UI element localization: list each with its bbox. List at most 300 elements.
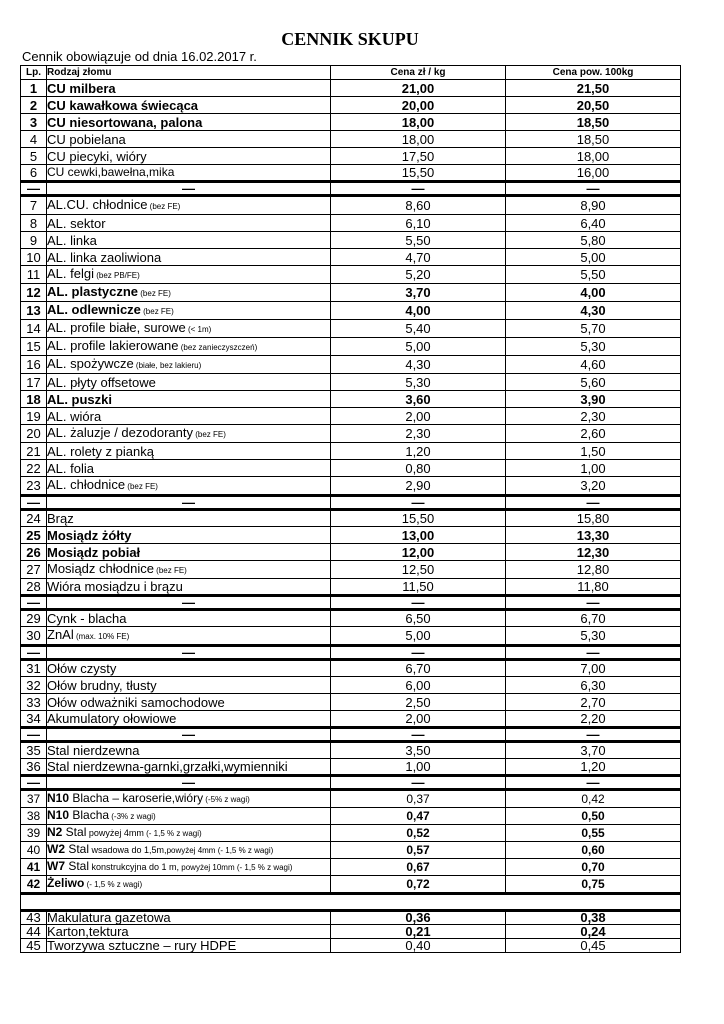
material-name [47, 302, 331, 320]
divider-dash: — [331, 646, 506, 660]
price-per-kg: 5,00 [331, 338, 506, 356]
material-label: AL. żaluzje / dezodoranty [47, 425, 193, 440]
material-label: W2 [47, 842, 65, 856]
price-row [21, 790, 681, 808]
divider-dash: — [21, 776, 47, 790]
divider-dash: — [506, 776, 681, 790]
row-number: 37 [21, 790, 47, 808]
divider-dash: — [21, 646, 47, 660]
price-row [21, 232, 681, 249]
material-label: AL. linka zaoliwiona [47, 249, 162, 265]
divider-blank [21, 894, 681, 911]
material-remark: (białe, bez lakieru) [133, 361, 202, 370]
material-remark: powyżej 4mm [86, 828, 144, 838]
material-label: AL. folia [47, 460, 94, 476]
price-over-100kg: 4,60 [506, 356, 681, 374]
price-row [21, 911, 681, 925]
material-name [47, 408, 331, 425]
row-number: 11 [21, 266, 47, 284]
divider-dash: — [506, 596, 681, 610]
price-row [21, 215, 681, 232]
material-name [47, 677, 331, 694]
material-label: AL. chłodnice [47, 477, 126, 492]
row-number: 28 [21, 579, 47, 596]
material-name [47, 131, 331, 148]
price-per-kg: 0,80 [331, 460, 506, 477]
price-per-kg: 1,00 [331, 759, 506, 776]
material-remark: (bez FE) [192, 430, 226, 439]
material-remark: (-3% z wagi) [109, 812, 156, 821]
material-label: Wióra mosiądzu i brązu [47, 579, 183, 594]
row-number: 15 [21, 338, 47, 356]
divider-dash: — [331, 596, 506, 610]
price-over-100kg: 5,80 [506, 232, 681, 249]
material-name [47, 561, 331, 579]
material-name [47, 544, 331, 561]
divider-dash: — [47, 776, 331, 790]
page-title: CENNIK SKUPU [281, 29, 419, 49]
price-per-kg: 0,36 [331, 911, 506, 925]
row-number: 43 [21, 911, 47, 925]
price-over-100kg: 0,50 [506, 808, 681, 825]
divider-row [21, 894, 681, 911]
price-row [21, 742, 681, 759]
divider-dash: — [47, 496, 331, 510]
material-label: AL. spożywcze [47, 356, 134, 371]
price-over-100kg: 2,30 [506, 408, 681, 425]
price-over-100kg: 11,80 [506, 579, 681, 596]
material-name [47, 114, 331, 131]
price-over-100kg: 1,00 [506, 460, 681, 477]
price-over-100kg: 8,90 [506, 196, 681, 215]
row-number: 14 [21, 320, 47, 338]
divider-dash: — [331, 182, 506, 196]
row-number: 26 [21, 544, 47, 561]
material-label: Makulatura gazetowa [47, 910, 171, 925]
material-label: Tworzywa sztuczne – rury HDPE [47, 937, 237, 953]
divider-row [21, 596, 681, 610]
material-label: Żeliwo [47, 876, 85, 890]
price-per-kg: 6,70 [331, 660, 506, 677]
price-row [21, 97, 681, 114]
price-per-kg: 0,21 [331, 925, 506, 939]
row-number: 12 [21, 284, 47, 302]
price-per-kg: 4,00 [331, 302, 506, 320]
price-row [21, 544, 681, 561]
header-row [21, 66, 681, 80]
price-row [21, 527, 681, 544]
price-over-100kg: 6,40 [506, 215, 681, 232]
material-name [47, 939, 331, 953]
material-remark: (bez FE) [147, 202, 181, 211]
material-name [47, 196, 331, 215]
row-number: 25 [21, 527, 47, 544]
material-label: AL. plastyczne [47, 284, 139, 299]
material-label: Blacha [69, 808, 110, 822]
validity-date: Cennik obowiązuje od dnia 16.02.2017 r. [22, 49, 257, 64]
price-row [21, 374, 681, 391]
material-name [47, 627, 331, 646]
price-row [21, 925, 681, 939]
material-remark: (< 1m) [185, 325, 212, 334]
price-per-kg: 5,30 [331, 374, 506, 391]
material-label: Akumulatory ołowiowe [47, 711, 177, 726]
price-over-100kg: 5,60 [506, 374, 681, 391]
material-name [47, 911, 331, 925]
material-name [47, 842, 331, 859]
material-name [47, 425, 331, 443]
material-label: Ołów odważniki samochodowe [47, 694, 225, 710]
price-per-kg: 0,67 [331, 859, 506, 876]
divider-dash: — [47, 728, 331, 742]
divider-dash: — [21, 728, 47, 742]
price-over-100kg: 5,00 [506, 249, 681, 266]
row-number: 45 [21, 939, 47, 953]
material-name [47, 443, 331, 460]
price-per-kg: 12,50 [331, 561, 506, 579]
divider-dash: — [331, 776, 506, 790]
material-name [47, 97, 331, 114]
material-label: ZnAl [47, 627, 74, 642]
material-label: Stal [65, 859, 90, 873]
material-label: Brąz [47, 511, 74, 526]
material-name [47, 460, 331, 477]
price-row [21, 302, 681, 320]
row-number: 42 [21, 876, 47, 894]
price-row [21, 627, 681, 646]
row-number: 20 [21, 425, 47, 443]
price-per-kg: 2,90 [331, 477, 506, 496]
price-per-kg: 2,50 [331, 694, 506, 711]
price-over-100kg: 4,00 [506, 284, 681, 302]
material-name [47, 338, 331, 356]
price-per-kg: 0,52 [331, 825, 506, 842]
material-name [47, 742, 331, 759]
material-label: Cynk - blacha [47, 611, 127, 626]
price-per-kg: 21,00 [331, 80, 506, 97]
row-number: 22 [21, 460, 47, 477]
price-per-kg: 6,10 [331, 215, 506, 232]
price-over-100kg: 6,70 [506, 610, 681, 627]
price-row [21, 876, 681, 894]
material-name [47, 374, 331, 391]
price-per-kg: 3,70 [331, 284, 506, 302]
row-number: 18 [21, 391, 47, 408]
price-over-100kg: 3,90 [506, 391, 681, 408]
material-remark: (bez FE) [153, 566, 187, 575]
price-row [21, 939, 681, 953]
price-row [21, 131, 681, 148]
row-number: 2 [21, 97, 47, 114]
price-per-kg: 5,40 [331, 320, 506, 338]
price-over-100kg: 15,80 [506, 510, 681, 527]
material-label: CU niesortowana, palona [47, 114, 203, 130]
price-table [20, 65, 681, 953]
price-row [21, 196, 681, 215]
material-name [47, 266, 331, 284]
row-number: 4 [21, 131, 47, 148]
row-number: 1 [21, 80, 47, 97]
material-name [47, 790, 331, 808]
row-number: 7 [21, 196, 47, 215]
material-label: Blacha – karoserie,wióry [69, 791, 204, 805]
material-label: CU cewki,bawełna,mika [47, 165, 175, 179]
price-over-100kg: 18,50 [506, 114, 681, 131]
price-row [21, 284, 681, 302]
row-number: 41 [21, 859, 47, 876]
material-label: AL. odlewnicze [47, 302, 141, 317]
price-over-100kg: 4,30 [506, 302, 681, 320]
material-remark: (max. 10% FE) [73, 632, 130, 641]
divider-dash: — [506, 646, 681, 660]
row-number: 16 [21, 356, 47, 374]
divider-dash: — [21, 496, 47, 510]
material-label: AL. płyty offsetowe [47, 374, 156, 390]
price-row [21, 165, 681, 182]
material-name [47, 510, 331, 527]
price-per-kg: 18,00 [331, 114, 506, 131]
material-remark: wsadowa do 1,5m, [89, 845, 167, 855]
price-per-kg: 2,00 [331, 408, 506, 425]
price-over-100kg: 2,20 [506, 711, 681, 728]
price-per-kg: 4,70 [331, 249, 506, 266]
price-over-100kg: 0,70 [506, 859, 681, 876]
material-remark: powyżej 4mm (- 1,5 % z wagi) [166, 846, 274, 855]
price-over-100kg: 7,00 [506, 660, 681, 677]
row-number: 30 [21, 627, 47, 646]
material-label: N10 [47, 808, 70, 822]
material-remark: (- 1,5 % z wagi) [84, 880, 143, 889]
price-row [21, 561, 681, 579]
material-label: Stal [65, 842, 90, 856]
price-over-100kg: 2,70 [506, 694, 681, 711]
material-label: CU pobielana [47, 131, 126, 147]
price-row [21, 266, 681, 284]
column-header-lp: Lp. [21, 66, 47, 80]
price-over-100kg: 12,80 [506, 561, 681, 579]
column-header-price-per-kg: Cena zł / kg [331, 66, 506, 80]
column-header-price-over-100kg: Cena pow. 100kg [506, 66, 681, 80]
price-over-100kg: 18,50 [506, 131, 681, 148]
material-label: Stal [62, 825, 87, 839]
price-row [21, 660, 681, 677]
material-name [47, 660, 331, 677]
material-remark: (bez FE) [138, 289, 171, 298]
price-row [21, 114, 681, 131]
row-number: 34 [21, 711, 47, 728]
divider-row [21, 182, 681, 196]
price-row [21, 408, 681, 425]
row-number: 36 [21, 759, 47, 776]
material-label: Karton,tektura [47, 923, 129, 939]
material-label: W7 [47, 859, 65, 873]
price-per-kg: 0,37 [331, 790, 506, 808]
price-over-100kg: 3,70 [506, 742, 681, 759]
divider-row [21, 728, 681, 742]
price-table-header [21, 66, 681, 80]
material-label: Mosiądz chłodnice [47, 561, 154, 576]
material-name [47, 694, 331, 711]
row-number: 32 [21, 677, 47, 694]
divider-dash: — [331, 728, 506, 742]
row-number: 35 [21, 742, 47, 759]
material-name [47, 579, 331, 596]
price-over-100kg: 5,50 [506, 266, 681, 284]
material-label: AL. rolety z pianką [47, 443, 154, 459]
row-number: 6 [21, 165, 47, 182]
price-per-kg: 0,40 [331, 939, 506, 953]
material-label: N10 [47, 791, 70, 805]
material-label: AL. profile lakierowane [47, 338, 179, 353]
material-label: AL. sektor [47, 215, 106, 231]
row-number: 33 [21, 694, 47, 711]
price-over-100kg: 3,20 [506, 477, 681, 496]
price-row [21, 677, 681, 694]
material-name [47, 80, 331, 97]
price-over-100kg: 13,30 [506, 527, 681, 544]
material-name [47, 249, 331, 266]
price-over-100kg: 0,24 [506, 925, 681, 939]
price-per-kg: 15,50 [331, 165, 506, 182]
divider-dash: — [47, 182, 331, 196]
material-name [47, 165, 331, 182]
row-number: 38 [21, 808, 47, 825]
price-per-kg: 5,20 [331, 266, 506, 284]
price-per-kg: 13,00 [331, 527, 506, 544]
price-over-100kg: 12,30 [506, 544, 681, 561]
price-row [21, 711, 681, 728]
divider-dash: — [47, 646, 331, 660]
price-over-100kg: 20,50 [506, 97, 681, 114]
price-over-100kg: 0,55 [506, 825, 681, 842]
price-over-100kg: 0,45 [506, 939, 681, 953]
material-label: AL. linka [47, 232, 97, 248]
material-label: N2 [47, 825, 63, 839]
material-label: Stal nierdzewna [47, 743, 140, 758]
row-number: 39 [21, 825, 47, 842]
price-over-100kg: 21,50 [506, 80, 681, 97]
divider-row [21, 646, 681, 660]
material-name [47, 925, 331, 939]
price-per-kg: 2,00 [331, 711, 506, 728]
price-per-kg: 5,00 [331, 627, 506, 646]
material-name [47, 711, 331, 728]
row-number: 9 [21, 232, 47, 249]
material-name [47, 320, 331, 338]
material-remark: (bez FE) [125, 482, 158, 491]
material-label: AL. puszki [47, 391, 113, 407]
material-label: Ołów brudny, tłusty [47, 677, 157, 693]
material-name [47, 284, 331, 302]
material-remark: (bez FE) [140, 307, 174, 316]
material-label: AL.CU. chłodnice [47, 197, 148, 212]
price-over-100kg: 0,38 [506, 911, 681, 925]
price-row [21, 391, 681, 408]
price-row [21, 825, 681, 842]
price-row [21, 338, 681, 356]
price-per-kg: 3,60 [331, 391, 506, 408]
row-number: 10 [21, 249, 47, 266]
row-number: 13 [21, 302, 47, 320]
row-number: 27 [21, 561, 47, 579]
row-number: 19 [21, 408, 47, 425]
row-number: 3 [21, 114, 47, 131]
price-per-kg: 0,47 [331, 808, 506, 825]
material-remark: powyżej 10mm (- 1,5 % z wagi) [179, 863, 293, 872]
price-row [21, 859, 681, 876]
material-label: Mosiądz pobiał [47, 544, 141, 560]
material-name [47, 808, 331, 825]
price-per-kg: 8,60 [331, 196, 506, 215]
material-name [47, 759, 331, 776]
price-per-kg: 15,50 [331, 510, 506, 527]
material-label: Mosiądz żółty [47, 527, 132, 543]
price-per-kg: 3,50 [331, 742, 506, 759]
row-number: 17 [21, 374, 47, 391]
price-per-kg: 18,00 [331, 131, 506, 148]
price-row [21, 694, 681, 711]
material-label: CU milbera [47, 80, 116, 96]
price-over-100kg: 16,00 [506, 165, 681, 182]
divider-dash: — [506, 728, 681, 742]
row-number: 40 [21, 842, 47, 859]
price-row [21, 510, 681, 527]
price-over-100kg: 18,00 [506, 148, 681, 165]
price-row [21, 148, 681, 165]
row-number: 44 [21, 925, 47, 939]
price-over-100kg: 6,30 [506, 677, 681, 694]
material-remark: konstrukcyjna do 1 m, [89, 862, 180, 872]
material-label: AL. profile białe, surowe [47, 320, 186, 335]
price-row [21, 443, 681, 460]
price-per-kg: 6,50 [331, 610, 506, 627]
material-name [47, 391, 331, 408]
price-table-body [21, 80, 681, 953]
price-row [21, 425, 681, 443]
material-name [47, 356, 331, 374]
divider-dash: — [47, 596, 331, 610]
price-over-100kg: 5,30 [506, 338, 681, 356]
divider-dash: — [21, 596, 47, 610]
price-per-kg: 4,30 [331, 356, 506, 374]
price-over-100kg: 0,42 [506, 790, 681, 808]
divider-row [21, 776, 681, 790]
divider-dash: — [331, 496, 506, 510]
row-number: 21 [21, 443, 47, 460]
material-label: CU piecyki, wióry [47, 148, 147, 164]
price-over-100kg: 5,70 [506, 320, 681, 338]
row-number: 24 [21, 510, 47, 527]
row-number: 23 [21, 477, 47, 496]
material-name [47, 477, 331, 496]
price-per-kg: 6,00 [331, 677, 506, 694]
price-over-100kg: 1,20 [506, 759, 681, 776]
price-per-kg: 0,57 [331, 842, 506, 859]
price-over-100kg: 2,60 [506, 425, 681, 443]
material-name [47, 859, 331, 876]
material-name [47, 148, 331, 165]
material-name [47, 876, 331, 894]
price-per-kg: 11,50 [331, 579, 506, 596]
material-name [47, 232, 331, 249]
divider-dash: — [506, 496, 681, 510]
price-per-kg: 0,72 [331, 876, 506, 894]
material-remark: (bez zanieczyszczeń) [178, 343, 258, 352]
material-remark: (- 1,5 % z wagi) [143, 829, 202, 838]
material-name [47, 215, 331, 232]
price-row [21, 808, 681, 825]
row-number: 8 [21, 215, 47, 232]
